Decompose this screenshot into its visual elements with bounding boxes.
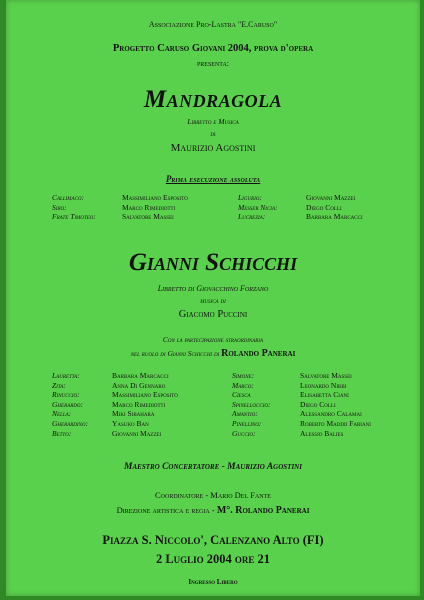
cast-performer: Giovanni Mazzei [112,428,162,438]
opera2-title: Gianni Schicchi [128,249,298,276]
cast-row [232,371,418,381]
cast-role: Messer Nicia: [238,202,278,212]
cast-role: Pinellino: [232,418,262,428]
coordinatore: Coordinatore - Mario Del Fante [155,490,271,500]
project-title: Progetto Caruso Giovani 2004, prova d'opera [112,43,314,54]
opera2-musica-label: musica di [200,296,226,305]
cast-row [238,212,418,222]
cast-performer: Barbara Marcacci [306,212,363,222]
opera1-cast-right [238,193,418,222]
opera1-libretto-label: Libretto e Musica [187,117,239,126]
cast-role: Guccio: [232,428,256,438]
maestro-concertatore: Maestro Concertatore - Maurizio Agostini [124,462,302,472]
cast-performer: Massimiliano Esposito [112,390,178,400]
event-date: 2 Luglio 2004 ore 21 [155,552,271,566]
cast-performer: Alessio Balies [300,428,344,438]
cast-row [232,381,418,391]
cast-performer: Diego Colli [306,202,342,212]
cast-role: Frate Timoteo: [52,212,96,222]
cast-role: Gherardo: [52,399,83,409]
presents-label: presenta: [196,59,230,68]
cast-row [238,193,418,203]
star-name: Rolando Panerai [221,348,296,359]
direzione-name: M°. Rolando Panerai [216,505,310,516]
cast-role: Zita: [52,380,66,390]
cast-performer: Barbara Marcacci [112,371,169,380]
cast-role: Gherardino: [52,418,88,428]
cast-role: Simone: [232,371,255,380]
direzione-label: Direzione artistica e regia - [116,505,215,515]
cast-role: Spinelloccio: [232,399,271,409]
venue: Piazza S. Niccolo', Calenzano Alto (FI) [102,533,324,547]
cast-row [52,203,232,213]
cast-performer: Salvatore Massei [122,212,174,222]
cast-role: Nella: [52,409,72,419]
cast-row [238,203,418,213]
cast-role: Lauretta: [52,371,80,380]
cast-row [52,419,232,429]
opera1-title: Mandragola [143,86,283,113]
cast-role: Rinuccio: [52,390,80,400]
opera1-di-label: di [210,129,216,138]
direzione-line [6,505,420,516]
cast-row [52,371,232,381]
cast-performer: Miki Sibahara [112,409,155,419]
cast-performer: Diego Colli [300,399,336,409]
cast-performer: Alessandro Calamai [300,409,362,419]
cast-row [52,390,232,400]
cast-row [232,390,418,400]
special-participation: Con la partecipazione straordinaria [162,335,264,344]
opera1-cast-left [52,193,232,222]
cast-row [232,429,418,439]
cast-performer: Marco Rimediotti [112,399,166,409]
cast-role: Ciesca [232,390,251,400]
opera2-composer: Giacomo Puccini [178,309,248,320]
playbill-sheet [6,0,420,596]
cast-performer: Roberto Maddii Fabiani [300,418,371,428]
cast-row [52,193,232,203]
cast-performer: Leonardo Nibbi [300,380,347,390]
premiere-label: Prima esecuzione assoluta [165,174,261,184]
cast-row [52,400,232,410]
cast-row [52,409,232,419]
cast-role: Siro: [52,202,67,212]
cast-row [232,419,418,429]
cast-role: Ligurio: [238,193,262,202]
star-role-prefix: nel ruolo di Gianni Schicchi di [130,349,220,358]
opera1-composer: Maurizio Agostini [170,142,256,154]
cast-performer: Anna Di Gennaro [112,380,166,390]
cast-role: Lucrezia: [238,212,266,222]
cast-performer: Massimiliano Esposito [122,193,188,202]
opera2-libretto: Libretto di Giovacchino Forzano [157,284,269,293]
opera2-cast-right [232,371,418,438]
cast-performer: Elisabetta Ciani [300,390,349,400]
free-entry-label: Ingresso Libero [188,578,238,586]
cast-row [232,409,418,419]
cast-performer: Salvatore Massei [300,371,352,380]
cast-performer: Yasuko Ban [112,418,149,428]
cast-role: Betto: [52,428,72,438]
cast-row [52,212,232,222]
cast-role: Callimaco: [52,193,84,202]
star-role-line [6,348,420,359]
cast-performer: Marco Rimediotti [122,202,176,212]
cast-row [52,429,232,439]
cast-row [232,400,418,410]
cast-role: Marco: [232,380,254,390]
cast-row [52,381,232,391]
opera2-cast-left [52,371,232,438]
cast-performer: Giovanni Mazzei [306,193,356,202]
cast-role: Amantio: [232,409,258,419]
association-name: Associazione Pro-Lastra "E.Caruso" [148,20,278,29]
